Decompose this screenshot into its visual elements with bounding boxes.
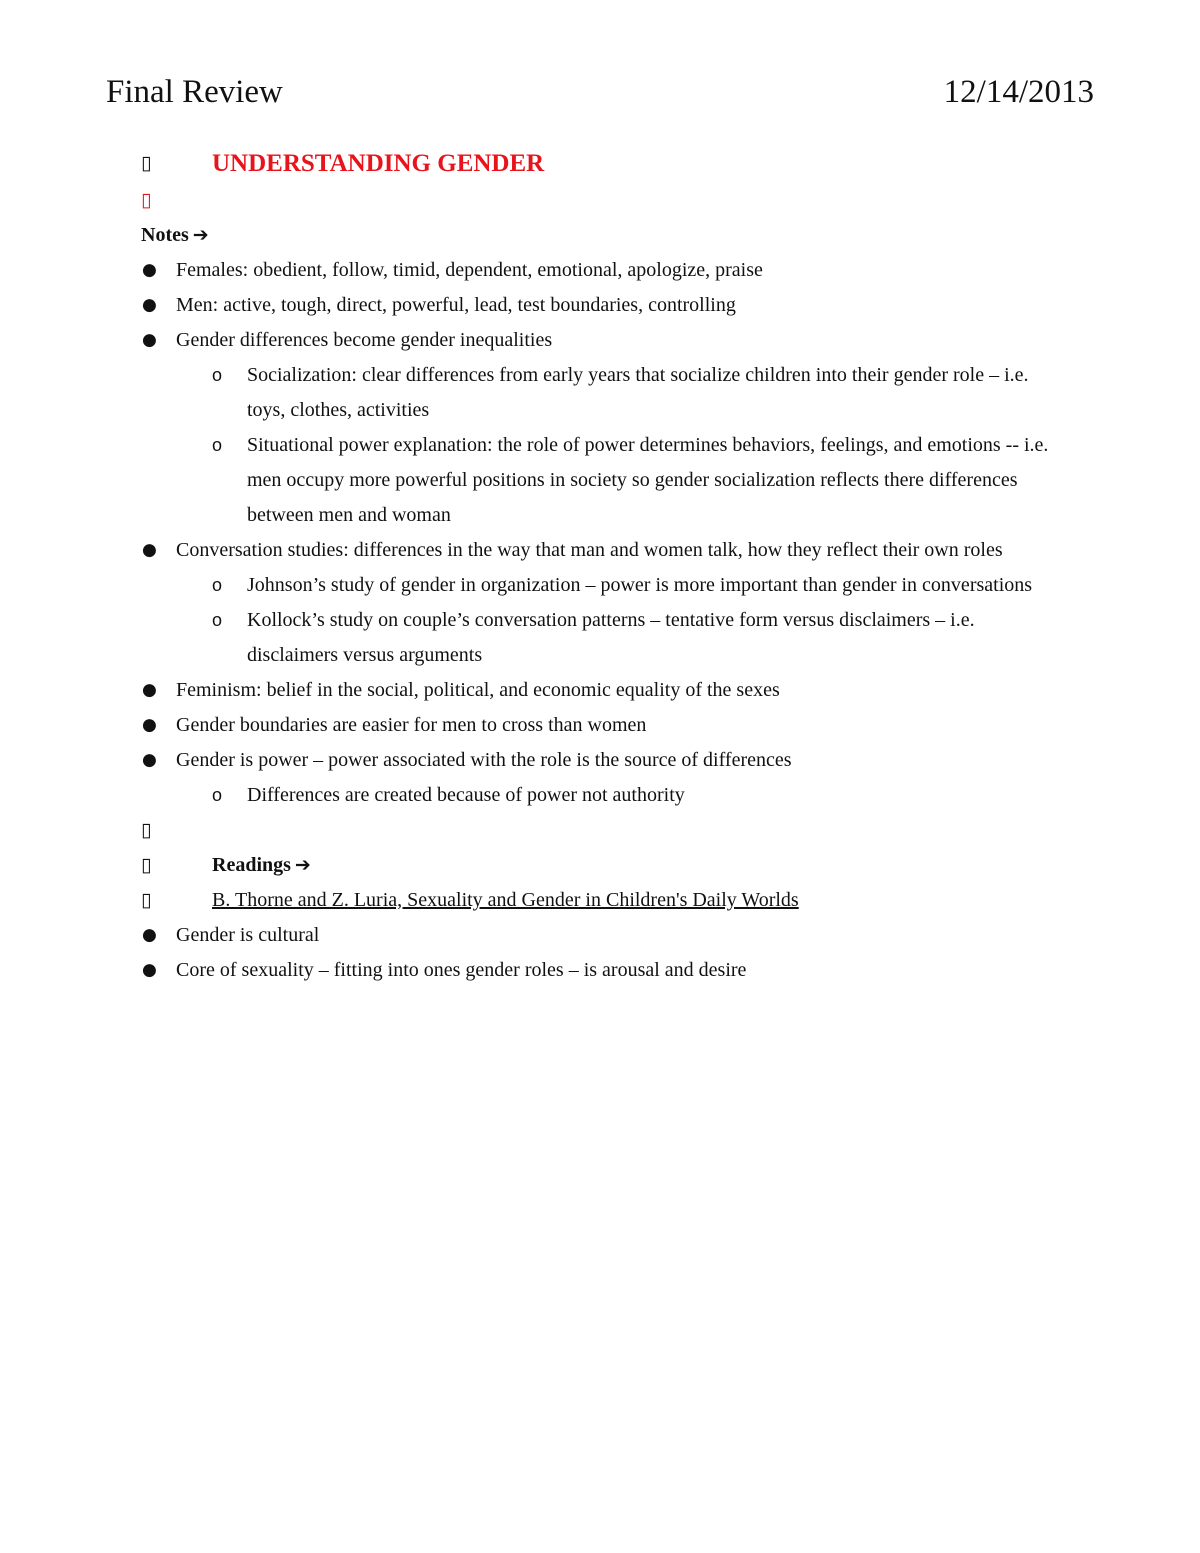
section-title: UNDERSTANDING GENDER [212, 150, 545, 177]
list-item [141, 253, 1061, 288]
missing-glyph-icon: ▯ [141, 819, 152, 841]
bullet-icon: ● [142, 750, 157, 770]
right-arrow-icon: ➔ [294, 854, 311, 876]
sub-list-item-text: Situational power explanation: the role of power determines behaviors, feelings, and emotions -- i.e. men occupy more powerful positions in society so gender socialization reflects there differences between men and woman [247, 434, 1049, 526]
bullet-icon: ● [142, 330, 157, 350]
missing-glyph-icon: ▯ [141, 152, 152, 174]
list-item [141, 533, 1061, 568]
sub-list-item-text: Differences are created because of power not authority [247, 784, 685, 806]
sub-list-item-text: Kollock’s study on couple’s conversation patterns – tentative form versus disclaimers – i.e. disclaimers versus arguments [247, 609, 975, 666]
readings-label: Readings [212, 854, 291, 876]
reading-title: B. Thorne and Z. Luria, Sexuality and Gender in Children's Daily Worlds [212, 889, 799, 911]
sub-bullet-icon: o [212, 365, 223, 385]
list-item [141, 918, 1061, 953]
reading-citation [141, 883, 1061, 918]
list-item [141, 708, 1061, 743]
sub-list-item [141, 428, 1061, 533]
missing-glyph-icon: ▯ [141, 854, 152, 876]
list-item [141, 323, 1061, 358]
sub-bullet-icon: o [212, 435, 223, 455]
sub-list-item [141, 568, 1061, 603]
bullet-icon: ● [142, 295, 157, 315]
list-item-text: Gender is cultural [176, 924, 320, 946]
sub-list-item [141, 778, 1061, 813]
list-item-text: Conversation studies: differences in the way that man and women talk, how they reflect their own roles [176, 539, 1003, 561]
list-item [141, 953, 1061, 988]
list-item-text: Core of sexuality – fitting into ones gender roles – is arousal and desire [176, 959, 747, 981]
bullet-icon: ● [142, 540, 157, 560]
sub-bullet-icon: o [212, 785, 223, 805]
bullet-icon: ● [142, 960, 157, 980]
list-item-text: Gender is power – power associated with the role is the source of differences [176, 749, 792, 771]
sub-bullet-icon: o [212, 610, 223, 630]
sub-list-item-text: Johnson’s study of gender in organization – power is more important than gender in conversations [247, 574, 1033, 596]
document-title: Final Review [106, 74, 283, 110]
document-date: 12/14/2013 [943, 74, 1094, 110]
right-arrow-icon: ➔ [192, 224, 209, 246]
empty-marker-line [141, 813, 1061, 848]
list-item-text: Feminism: belief in the social, political, and economic equality of the sexes [176, 679, 780, 701]
list-item-text: Gender differences become gender inequalities [176, 329, 553, 351]
bullet-icon: ● [142, 715, 157, 735]
missing-glyph-icon: ▯ [141, 189, 152, 211]
list-item [141, 743, 1061, 778]
list-item-text: Gender boundaries are easier for men to cross than women [176, 714, 647, 736]
list-item-text: Men: active, tough, direct, powerful, lead, test boundaries, controlling [176, 294, 736, 316]
list-item-text: Females: obedient, follow, timid, dependent, emotional, apologize, praise [176, 259, 763, 281]
sub-list-item [141, 603, 1061, 673]
list-item [141, 673, 1061, 708]
bullet-icon: ● [142, 925, 157, 945]
bullet-icon: ● [142, 680, 157, 700]
notes-list [141, 253, 1061, 813]
readings-heading [141, 848, 1061, 883]
notes-heading [141, 218, 1061, 253]
section-heading [141, 146, 1061, 183]
empty-marker-line [141, 183, 1061, 218]
notes-label: Notes [141, 224, 189, 246]
sub-list-item-text: Socialization: clear differences from early years that socialize children into their gender role – i.e. toys, clothes, activities [247, 364, 1029, 421]
missing-glyph-icon: ▯ [141, 889, 152, 911]
list-item [141, 288, 1061, 323]
sub-list-item [141, 358, 1061, 428]
sub-bullet-icon: o [212, 575, 223, 595]
bullet-icon: ● [142, 260, 157, 280]
document-content [141, 146, 1061, 988]
readings-list [141, 918, 1061, 988]
page-header [106, 70, 1094, 114]
